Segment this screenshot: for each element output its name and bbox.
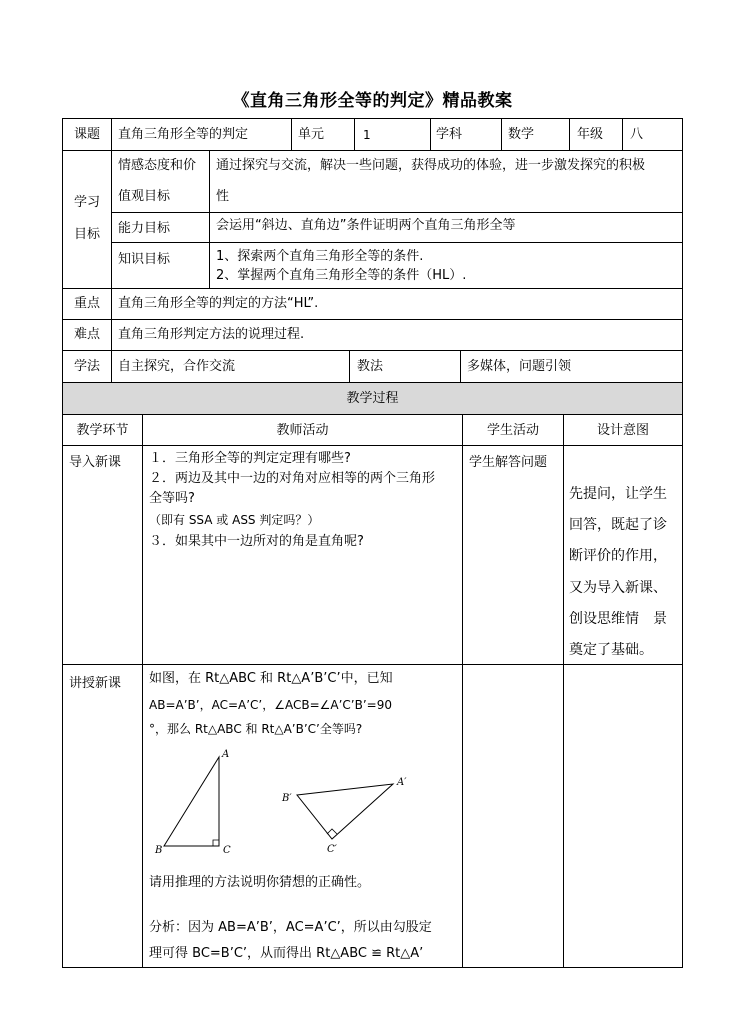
grade-value: 八 — [630, 127, 644, 142]
col-teacher: 教师活动 — [276, 423, 329, 438]
triangle-figure — [143, 745, 461, 863]
lecture-stage: 讲授新课 — [69, 676, 122, 691]
table-rule — [62, 319, 683, 320]
emotion-label-1: 情感态度和价 — [118, 158, 197, 173]
table-rule — [62, 350, 683, 351]
process-header: 教学过程 — [346, 391, 399, 406]
study-method-value: 自主探究，合作交流 — [118, 359, 236, 374]
document-title: 《直角三角形全等的判定》精品教案 — [232, 91, 513, 111]
table-rule — [501, 118, 502, 150]
table-rule — [563, 414, 564, 967]
triangle-abc — [164, 757, 219, 846]
lecture-p1-line1: 如图，在 Rt△ABC 和 Rt△A’B’C’中，已知 — [149, 671, 393, 686]
course-value: 直角三角形全等的判定 — [118, 127, 249, 142]
right-angle-mark-c — [213, 840, 219, 846]
col-student: 学生活动 — [486, 423, 539, 438]
subject-value: 数学 — [508, 127, 535, 142]
knowledge-line-2: 2、掌握两个直角三角形全等的条件（HL）. — [216, 268, 467, 283]
intro-intent-4: 又为导入新课、 — [569, 580, 667, 596]
intro-q2-line1: ２．两边及其中一边的对角对应相等的两个三角形 — [149, 471, 436, 486]
table-rule — [62, 150, 683, 151]
table-rule — [62, 664, 683, 665]
table-rule — [349, 350, 350, 382]
intro-q3: ３．如果其中一边所对的角是直角呢? — [149, 534, 364, 549]
emotion-text-2: 性 — [216, 189, 230, 204]
col-intent: 设计意图 — [596, 423, 649, 438]
intro-q2-note: （即有 SSA 或 ASS 判定吗？） — [149, 513, 320, 527]
unit-label: 单元 — [298, 127, 325, 142]
intro-q1: １．三角形全等的判定定理有哪些? — [149, 451, 351, 466]
study-method-label: 学法 — [73, 359, 100, 374]
knowledge-label: 知识目标 — [118, 252, 171, 267]
table-rule — [622, 118, 623, 150]
course-label: 课题 — [73, 127, 100, 142]
intro-intent-2: 回答，既起了诊 — [569, 517, 667, 533]
key-text: 直角三角形全等的判定的方法“HL”. — [118, 296, 319, 311]
lecture-p3-line2: 理可得 BC=B’C’，从而得出 Rt△ABC ≌ Rt△A’ — [149, 946, 424, 961]
table-rule — [142, 414, 143, 967]
goals-label-2: 目标 — [73, 227, 100, 242]
table-border — [62, 118, 683, 119]
table-rule — [111, 212, 683, 213]
knowledge-line-1: 1、探索两个直角三角形全等的条件. — [216, 249, 424, 264]
table-border — [62, 967, 683, 968]
label-b-prime: B′ — [282, 793, 292, 804]
intro-intent-3: 断评价的作用， — [569, 548, 667, 564]
ability-label: 能力目标 — [118, 221, 171, 236]
label-a: A — [222, 749, 230, 760]
teach-method-label: 教法 — [357, 359, 384, 374]
table-border — [62, 118, 63, 968]
table-rule — [354, 118, 355, 150]
intro-intent-5: 创设思维情 景 — [569, 611, 667, 627]
intro-stage: 导入新课 — [69, 455, 122, 470]
subject-label: 学科 — [436, 127, 463, 142]
table-rule — [430, 118, 431, 150]
teach-method-value: 多媒体，问题引领 — [467, 359, 572, 374]
table-rule — [111, 150, 112, 382]
label-a-prime: A′ — [397, 777, 407, 788]
unit-value: 1 — [363, 128, 371, 142]
table-border — [682, 118, 683, 968]
intro-q2-line2: 全等吗? — [149, 491, 195, 506]
lecture-p1-line3: °，那么 Rt△ABC 和 Rt△A’B’C’全等吗? — [149, 722, 363, 736]
ability-text: 会运用“斜边、直角边”条件证明两个直角三角形全等 — [216, 218, 516, 233]
table-rule — [462, 414, 463, 967]
table-rule — [569, 118, 570, 150]
intro-intent-6: 奠定了基础。 — [569, 642, 653, 658]
grade-label: 年级 — [577, 127, 604, 142]
table-rule — [62, 414, 683, 415]
label-c-prime: C′ — [327, 844, 337, 855]
table-rule — [62, 445, 683, 446]
lecture-p1-line2: AB=A’B’，AC=A’C’，∠ACB=∠A’C’B’=90 — [149, 698, 392, 712]
lecture-p2: 请用推理的方法说明你猜想的正确性。 — [149, 875, 371, 890]
right-angle-mark-c2 — [327, 829, 337, 834]
intro-intent-1: 先提问，让学生 — [569, 486, 667, 502]
table-rule — [111, 118, 112, 150]
lecture-p3-line1: 分析：因为 AB=A’B’，AC=A’C’，所以由勾股定 — [149, 920, 432, 935]
emotion-text-1: 通过探究与交流，解决一些问题，获得成功的体验，进一步激发探究的积极 — [216, 158, 646, 173]
difficulty-label: 难点 — [73, 327, 100, 342]
intro-student: 学生解答问题 — [469, 455, 548, 470]
table-rule — [460, 350, 461, 382]
table-rule — [62, 382, 683, 383]
label-b: B — [155, 845, 163, 856]
emotion-label-2: 值观目标 — [118, 189, 171, 204]
table-rule — [62, 288, 683, 289]
col-stage: 教学环节 — [76, 423, 129, 438]
triangle-a2b2c2 — [297, 784, 393, 839]
difficulty-text: 直角三角形判定方法的说理过程. — [118, 327, 305, 342]
table-rule — [111, 242, 683, 243]
label-c: C — [223, 845, 231, 856]
table-rule — [291, 118, 292, 150]
goals-label-1: 学习 — [73, 195, 100, 210]
key-label: 重点 — [73, 296, 100, 311]
